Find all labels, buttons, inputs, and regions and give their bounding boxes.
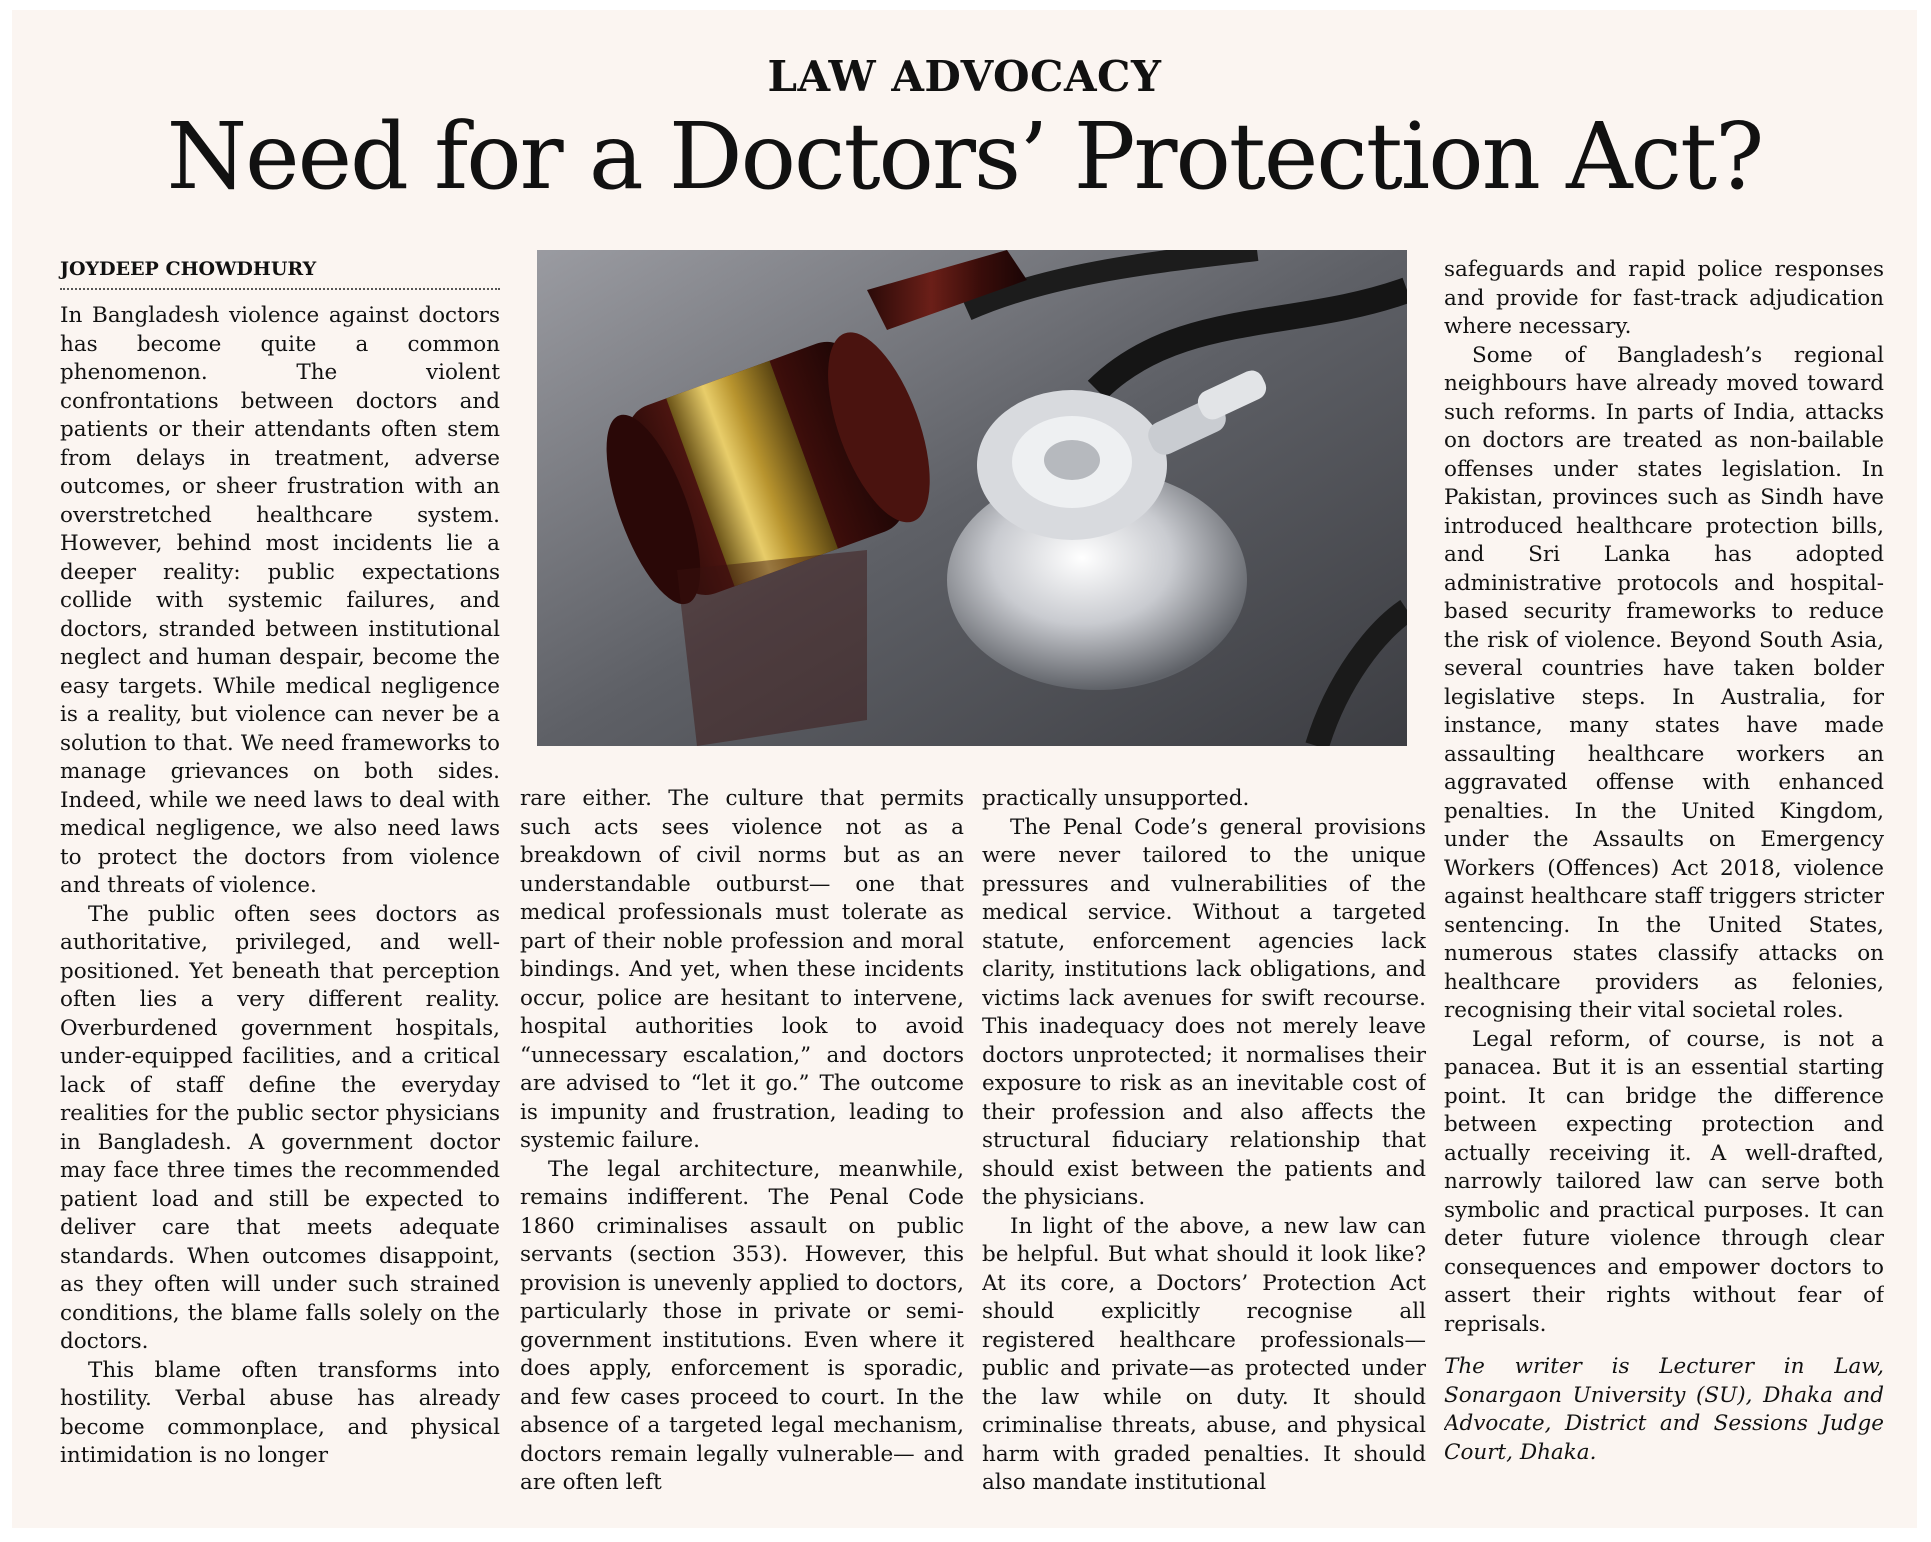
paragraph: practically unsupported.	[982, 786, 1250, 811]
section-kicker: LAW ADVOCACY	[767, 52, 1162, 101]
byline: JOYDEEP CHOWDHURY	[60, 258, 500, 290]
paragraph: This blame often transforms into hostility. Verbal abuse has already become commonplace, and physical intimidation is no longer	[60, 1357, 500, 1468]
article-column-4	[1444, 256, 1884, 1502]
paragraph: The legal architecture, meanwhile, remains indifferent. The Penal Code 1860 criminalises assault on public servants (section 353). However, this provision is unevenly applied to doctors, particularly those in private or semi-government institutions. Even where it does apply, enforcement is sporadic, and few cases proceed to court. In the absence of a targeted legal mechanism, doctors remain legally vulnerable— and are often left	[520, 1156, 964, 1495]
paragraph: In light of the above, a new law can be helpful. But what should it look like? At its core, a Doctors’ Protection Act should explicitly recognise all registered healthcare professionals— public and private—as protected under the law while on duty. It should criminalise threats, abuse, and physical harm with graded penalties. It should also mandate institutional	[982, 1213, 1426, 1495]
paragraph: safeguards and rapid police responses and provide for fast-track adjudication where necessary.	[1444, 257, 1884, 339]
paragraph: rare either. The culture that permits such acts sees violence not as a breakdown of civil norms but as an understandable outburst— one that medical professionals must tolerate as part of their noble profession and moral bindings. And yet, when these incidents occur, police are hesitant to intervene, hospital authorities look to avoid “unnecessary escalation,” and doctors are advised to “let it go.” The outcome is impunity and frustration, leading to systemic failure.	[520, 786, 964, 1153]
paragraph: The Penal Code’s general provisions were never tailored to the unique pressures and vulnerabilities of the medical service. Without a targeted statute, enforcement agencies lack clarity, institutions lack obligations, and victims lack avenues for swift recourse. This inadequacy does not merely leave doctors unprotected; it normalises their exposure to risk as an inevitable cost of their profession and also affects the structural fiduciary relationship that should exist between the patients and the physicians.	[982, 814, 1426, 1210]
paragraph: Some of Bangladesh’s regional neighbours have already moved toward such reforms. In parts of India, attacks on doctors are treated as non-bailable offenses under states legislation. In Pakistan, provinces such as Sindh have introduced healthcare protection bills, and Sri Lanka has adopted administrative protocols and hospital-based security frameworks to reduce the risk of violence. Beyond South Asia, several countries have taken bolder legislative steps. In Australia, for instance, many states have made assaulting healthcare workers an aggravated offense with enhanced penalties. In the United Kingdom, under the Assaults on Emergency Workers (Offences) Act 2018, violence against healthcare staff triggers stricter sentencing. In the United States, numerous states classify attacks on healthcare providers as felonies, recognising their vital societal roles.	[1444, 342, 1884, 1023]
author-note: The writer is Lecturer in Law, Sonargaon University (SU), Dhaka and Advocate, District and Sessions Judge Court, Dhaka.	[1444, 1354, 1884, 1465]
article-column-3	[982, 785, 1426, 1502]
gavel-stethoscope-illustration	[537, 250, 1407, 746]
article-column-1	[60, 302, 500, 1502]
paragraph: The public often sees doctors as authoritative, privileged, and well-positioned. Yet beneath that perception often lies a very different reality. Overburdened government hospitals, under-equipped facilities, and a critical lack of staff define the everyday realities for the public sector physicians in Bangladesh. A government doctor may face three times the recommended patient load and still be expected to deliver care that meets adequate standards. When outcomes disappoint, as they often will under such strained conditions, the blame falls solely on the doctors.	[60, 901, 500, 1354]
paragraph: Legal reform, of course, is not a panacea. But it is an essential starting point. It can bridge the difference between expecting protection and actually receiving it. A well-drafted, narrowly tailored law can serve both symbolic and practical purposes. It can deter future violence through clear consequences and empower doctors to assert their rights without fear of reprisals.	[1444, 1026, 1884, 1337]
gavel-stethoscope-photo	[537, 250, 1407, 746]
headline: Need for a Doctors’ Protection Act?	[166, 103, 1763, 210]
article-column-2	[520, 785, 964, 1502]
paragraph: In Bangladesh violence against doctors has become quite a common phenomenon. The violent confrontations between doctors and patients or their attendants often stem from delays in treatment, adverse outcomes, or sheer frustration with an overstretched healthcare system. However, behind most incidents lie a deeper reality: public expectations collide with systemic failures, and doctors, stranded between institutional neglect and human despair, become the easy targets. While medical negligence is a reality, but violence can never be a solution to that. We need frameworks to manage grievances on both sides. Indeed, while we need laws to deal with medical negligence, we also need laws to protect the doctors from violence and threats of violence.	[60, 303, 500, 898]
newspaper-page	[12, 10, 1917, 1528]
